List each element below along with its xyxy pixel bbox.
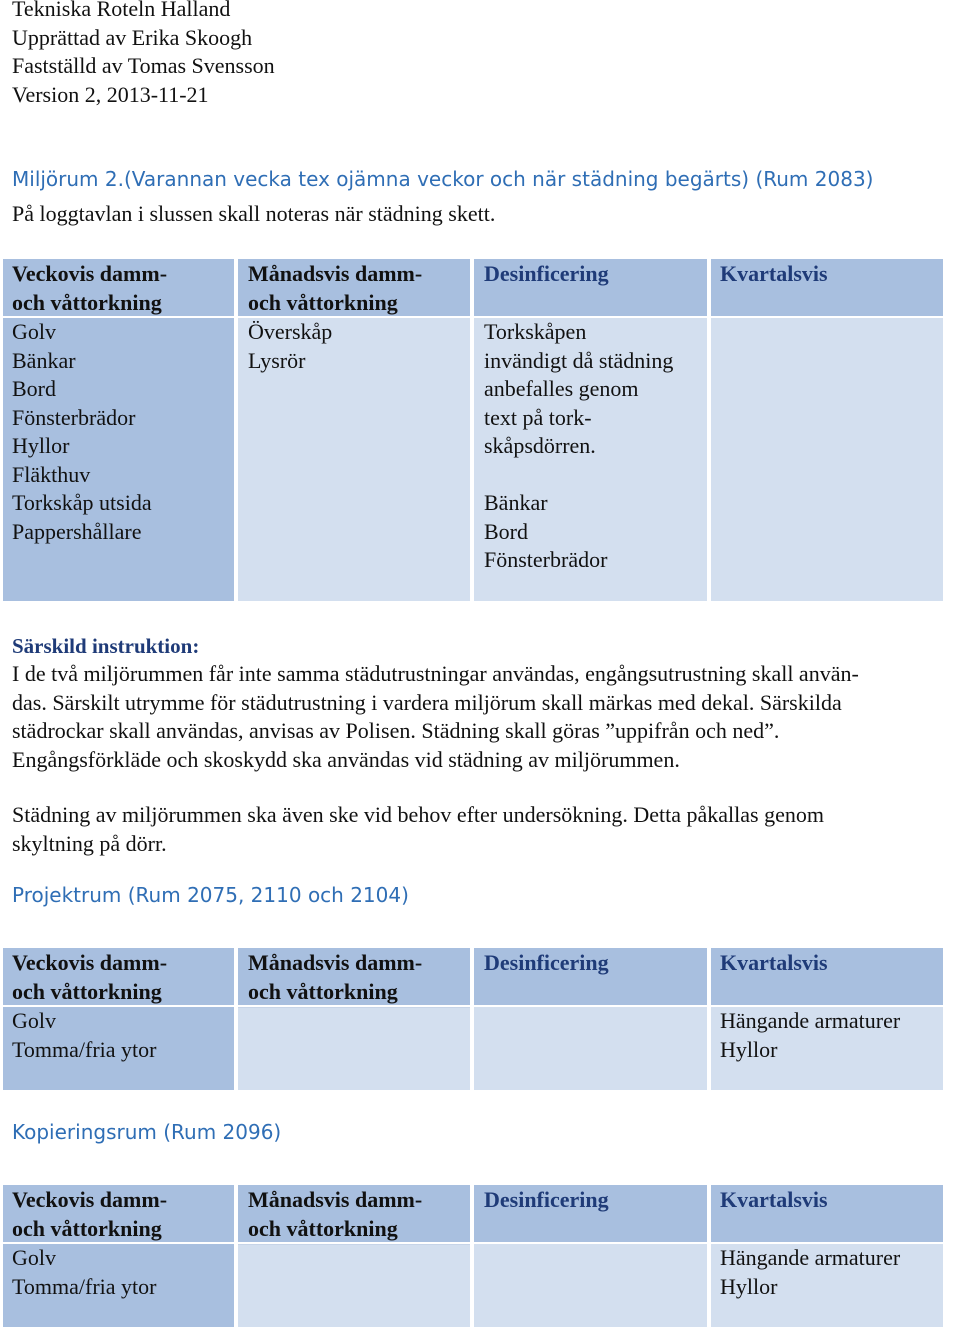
header-label: Veckovis damm- xyxy=(12,1187,168,1212)
table-body-cell xyxy=(474,1007,707,1090)
list-col3-items xyxy=(484,489,703,575)
table-header-cell xyxy=(3,1185,234,1242)
table-header-cell xyxy=(474,1185,707,1242)
list-item: invändigt då städning xyxy=(484,347,674,373)
list-item: Hyllor xyxy=(720,1036,778,1062)
header-line: Upprättad av Erika Skoogh xyxy=(12,24,253,50)
list-item: Torkskåp utsida xyxy=(12,490,152,515)
list-item: text på tork- xyxy=(484,404,592,430)
list-item: Lysrör xyxy=(248,347,306,373)
cleaning-table-kopieringsrum xyxy=(3,1185,943,1327)
header-label: Desinficering xyxy=(484,261,609,286)
table-body-cell xyxy=(711,1244,943,1327)
list-item: Tomma/fria ytor xyxy=(12,1036,157,1062)
section-note: På loggtavlan i slussen skall noteras när städning skett. xyxy=(12,201,496,226)
list-item: Hängande armaturer xyxy=(720,1008,901,1033)
table-column xyxy=(711,1185,943,1327)
table-body-cell xyxy=(474,318,707,601)
header-label: Månadsvis damm- xyxy=(248,261,423,286)
row-divider xyxy=(238,1244,470,1245)
list-col4 xyxy=(720,1244,939,1301)
section-title-miljorum: Miljörum 2.(Varannan vecka tex ojämna veckor och när städning begärts) (Rum 2083) xyxy=(12,167,874,191)
table-header-cell xyxy=(474,259,707,316)
table-column xyxy=(711,948,943,1090)
list-item: Bord xyxy=(484,518,528,544)
instruction-line: Engångsförkläde och skoskydd ska användas vid städning av miljörummen. xyxy=(12,746,680,772)
list-item: Överskåp xyxy=(248,319,333,344)
list-col1 xyxy=(12,318,230,546)
list-item: Hyllor xyxy=(12,433,70,458)
instruction-line: skyltning på dörr. xyxy=(12,830,167,856)
table-header-cell xyxy=(238,948,470,1005)
list-item: Fönsterbrädor xyxy=(12,404,136,430)
header-label: och våttorkning xyxy=(248,289,398,315)
table-column xyxy=(711,259,943,601)
header-label: Desinficering xyxy=(484,950,609,975)
table-header-cell xyxy=(238,259,470,316)
row-divider xyxy=(238,1007,470,1008)
section-title-projektrum: Projektrum (Rum 2075, 2110 och 2104) xyxy=(12,883,409,907)
list-col3-text xyxy=(484,318,703,461)
cleaning-table-projektrum xyxy=(3,948,943,1090)
list-col4 xyxy=(720,1007,939,1064)
list-col1 xyxy=(12,1244,230,1301)
table-column xyxy=(474,1185,707,1327)
header-label: Kvartalsvis xyxy=(720,261,828,286)
list-item: Fläkthuv xyxy=(12,461,91,487)
list-item: Bänkar xyxy=(484,490,548,515)
table-column xyxy=(3,948,234,1090)
table-header-cell xyxy=(711,948,943,1005)
list-item: Torkskåpen xyxy=(484,319,587,344)
instruction-line: Städning av miljörummen ska även ske vid behov efter undersökning. Detta påkallas genom xyxy=(12,802,824,827)
table-body-cell xyxy=(3,1244,234,1327)
instruction-line: das. Särskilt utrymme för städutrustning i vardera miljörum skall märkas med dekal. Särskilda xyxy=(12,689,842,715)
table-header-cell xyxy=(474,948,707,1005)
table-body-cell xyxy=(474,1244,707,1327)
table-column xyxy=(238,259,470,601)
table-column xyxy=(474,948,707,1090)
table-header-cell xyxy=(238,1185,470,1242)
header-label: Månadsvis damm- xyxy=(248,1187,423,1212)
list-item: Bord xyxy=(12,376,56,401)
table-body-cell xyxy=(711,318,943,601)
table-body-cell xyxy=(711,1007,943,1090)
table-column xyxy=(238,1185,470,1327)
section-title-kopieringsrum: Kopieringsrum (Rum 2096) xyxy=(12,1120,282,1144)
instruction-line: städrockar skall användas, anvisas av Polisen. Städning skall göras ”uppifrån och ned”. xyxy=(12,718,780,743)
list-item: Golv xyxy=(12,1008,56,1033)
table-body-cell xyxy=(238,1244,470,1327)
header-label: och våttorkning xyxy=(12,289,162,315)
header-label: och våttorkning xyxy=(248,1215,398,1241)
instruction-body-2 xyxy=(12,801,952,858)
list-item: Golv xyxy=(12,319,56,344)
header-label: Kvartalsvis xyxy=(720,950,828,975)
table-body-cell xyxy=(238,318,470,601)
list-col2 xyxy=(248,318,466,375)
header-label: Desinficering xyxy=(484,1187,609,1212)
list-item: Pappershållare xyxy=(12,518,142,544)
cleaning-table-miljorum xyxy=(3,259,943,601)
table-column xyxy=(3,259,234,601)
header-line: Fastställd av Tomas Svensson xyxy=(12,53,275,78)
instruction-body xyxy=(12,660,952,774)
header-label: Månadsvis damm- xyxy=(248,950,423,975)
instruction-line: I de två miljörummen får inte samma städutrustningar användas, engångsutrustning skall använ- xyxy=(12,661,859,686)
list-col1 xyxy=(12,1007,230,1064)
list-item: anbefalles genom xyxy=(484,376,639,401)
list-item: Golv xyxy=(12,1245,56,1270)
table-header-cell xyxy=(711,259,943,316)
header-label: Veckovis damm- xyxy=(12,950,168,975)
list-item: Hängande armaturer xyxy=(720,1245,901,1270)
header-label: Kvartalsvis xyxy=(720,1187,828,1212)
table-body-cell xyxy=(238,1007,470,1090)
list-item: Tomma/fria ytor xyxy=(12,1273,157,1299)
instruction-title: Särskild instruktion: xyxy=(12,634,200,658)
header-label: och våttorkning xyxy=(12,1215,162,1241)
table-column xyxy=(3,1185,234,1327)
header-label: Veckovis damm- xyxy=(12,261,168,286)
table-header-cell xyxy=(711,1185,943,1242)
table-header-cell xyxy=(3,259,234,316)
list-item: Fönsterbrädor xyxy=(484,547,608,572)
header-label: och våttorkning xyxy=(248,978,398,1004)
document-header xyxy=(12,0,275,109)
list-item: Bänkar xyxy=(12,347,76,373)
table-body-cell xyxy=(3,318,234,601)
table-header-cell xyxy=(3,948,234,1005)
table-body-cell xyxy=(3,1007,234,1090)
header-label: och våttorkning xyxy=(12,978,162,1004)
header-line: Tekniska Roteln Halland xyxy=(12,0,231,21)
list-item: skåpsdörren. xyxy=(484,433,596,458)
table-column xyxy=(474,259,707,601)
header-line: Version 2, 2013-11-21 xyxy=(12,81,209,107)
list-item: Hyllor xyxy=(720,1273,778,1299)
table-column xyxy=(238,948,470,1090)
